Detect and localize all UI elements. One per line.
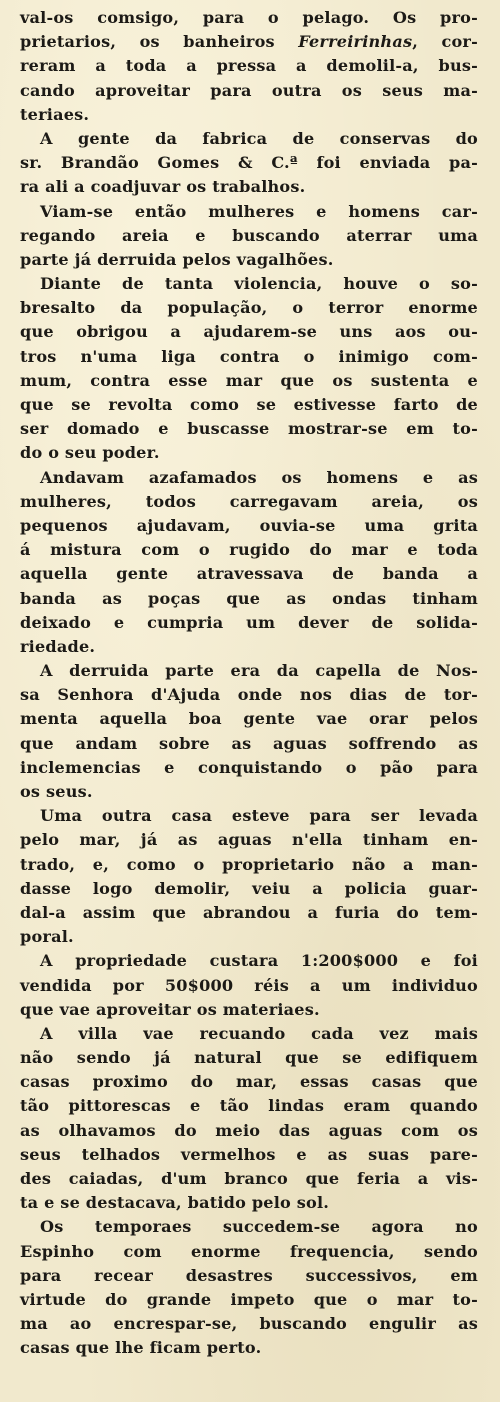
text-line: ra ali a coadjuvar os trabalhos. xyxy=(20,177,306,197)
text-line: Andavam azafamados os homens e as xyxy=(40,467,478,487)
text-line: A gente da fabrica de conservas do xyxy=(40,128,478,148)
text-line: para recear desastres successivos, em xyxy=(20,1265,478,1285)
text-line: seus telhados vermelhos e as suas pare- xyxy=(20,1144,478,1164)
text-line: Viam-se então mulheres e homens car- xyxy=(40,201,478,221)
text-line: teriaes. xyxy=(20,104,90,124)
text-line: que obrigou a ajudarem-se uns aos ou- xyxy=(20,322,478,342)
text-line: trado, e, como o proprietario não a man- xyxy=(20,854,478,874)
text-line: Os temporaes succedem-se agora no xyxy=(40,1217,478,1237)
text-line: A villa vae recuando cada vez mais xyxy=(40,1023,478,1043)
text-line: menta aquella boa gente vae orar pelos xyxy=(20,709,478,729)
text-line: pequenos ajudavam, ouvia-se uma grita xyxy=(20,515,478,535)
text-line: banda as poças que as ondas tinham xyxy=(20,588,478,608)
text-line: Diante de tanta violencia, houve o so- xyxy=(40,274,478,294)
text-line: vendida por 50$000 réis a um individuo xyxy=(20,975,478,995)
text-line: sr. Brandão Gomes & C.ª foi enviada pa- xyxy=(20,153,478,173)
text-line: pelo mar, já as aguas n'ella tinham en- xyxy=(20,830,478,850)
article-column xyxy=(20,6,478,1361)
text-line: val-os comsigo, para o pelago. Os pro- xyxy=(20,8,478,27)
paragraph xyxy=(20,6,478,127)
text-line: inclemencias e conquistando o pão para xyxy=(20,757,478,777)
paragraph xyxy=(20,804,478,949)
text-line: dasse logo demolir, veiu a policia guar- xyxy=(20,878,478,898)
text-line: des caiadas, d'um branco que feria a vis- xyxy=(20,1169,478,1188)
text-line: os seus. xyxy=(20,782,93,801)
text-line: sa Senhora d'Ajuda onde nos dias de tor- xyxy=(20,685,478,705)
text-line: A derruida parte era da capella de Nos- xyxy=(40,661,478,681)
paragraph xyxy=(20,200,478,273)
text-line: casas que lhe ficam perto. xyxy=(20,1338,262,1358)
text-line: que vae aproveitar os materiaes. xyxy=(20,999,320,1019)
text-line: prietarios, os banheiros Ferreirinhas, cor- xyxy=(20,32,478,52)
text-line: ta e se destacava, batido pelo sol. xyxy=(20,1193,330,1213)
text-line: á mistura com o rugido do mar e toda xyxy=(20,540,478,560)
text-line: as olhavamos do meio das aguas com os xyxy=(20,1120,478,1140)
text-line: dal-a assim que abrandou a furia do tem- xyxy=(20,902,478,922)
text-line: cando aproveitar para outra os seus ma- xyxy=(20,80,478,100)
text-line: reram a toda a pressa a demolil-a, bus- xyxy=(20,56,478,76)
text-line: Uma outra casa esteve para ser levada xyxy=(40,806,478,826)
text-line: que andam sobre as aguas soffrendo as xyxy=(20,733,478,753)
text-line: deixado e cumpria um dever de solida- xyxy=(20,612,478,632)
text-line: aquella gente atravessava de banda a xyxy=(20,564,478,584)
text-line: riedade. xyxy=(20,636,96,656)
text-line: Espinho com enorme frequencia, sendo xyxy=(20,1241,478,1261)
paragraph xyxy=(20,466,478,660)
text-line: casas proximo do mar, essas casas que xyxy=(20,1072,478,1092)
text-line: regando areia e buscando aterrar uma xyxy=(20,225,478,245)
text-line: mulheres, todos carregavam areia, os xyxy=(20,491,478,511)
text-line: bresalto da população, o terror enorme xyxy=(20,298,478,318)
text-line: do o seu poder. xyxy=(20,443,160,463)
text-line: não sendo já natural que se edifiquem xyxy=(20,1048,478,1068)
text-line: parte já derruida pelos vagalhões. xyxy=(20,249,334,269)
text-line: mum, contra esse mar que os sustenta e xyxy=(20,370,478,390)
text-line: A propriedade custara 1:200$000 e foi xyxy=(40,951,478,971)
paragraph xyxy=(20,949,478,1022)
text-line: ser domado e buscasse mostrar-se em to- xyxy=(20,419,478,439)
text-line: ma ao encrespar-se, buscando engulir as xyxy=(20,1314,478,1334)
paragraph xyxy=(20,272,478,466)
text-line: virtude do grande impeto que o mar to- xyxy=(20,1289,478,1309)
paragraph xyxy=(20,659,478,804)
text-line: poral. xyxy=(20,927,74,947)
text-line: que se revolta como se estivesse farto de xyxy=(20,395,478,414)
paragraph xyxy=(20,1215,478,1360)
text-line: tros n'uma liga contra o inimigo com- xyxy=(20,346,478,366)
text-line: tão pittorescas e tão lindas eram quando xyxy=(20,1096,478,1116)
paragraph xyxy=(20,127,478,200)
paragraph xyxy=(20,1022,478,1216)
